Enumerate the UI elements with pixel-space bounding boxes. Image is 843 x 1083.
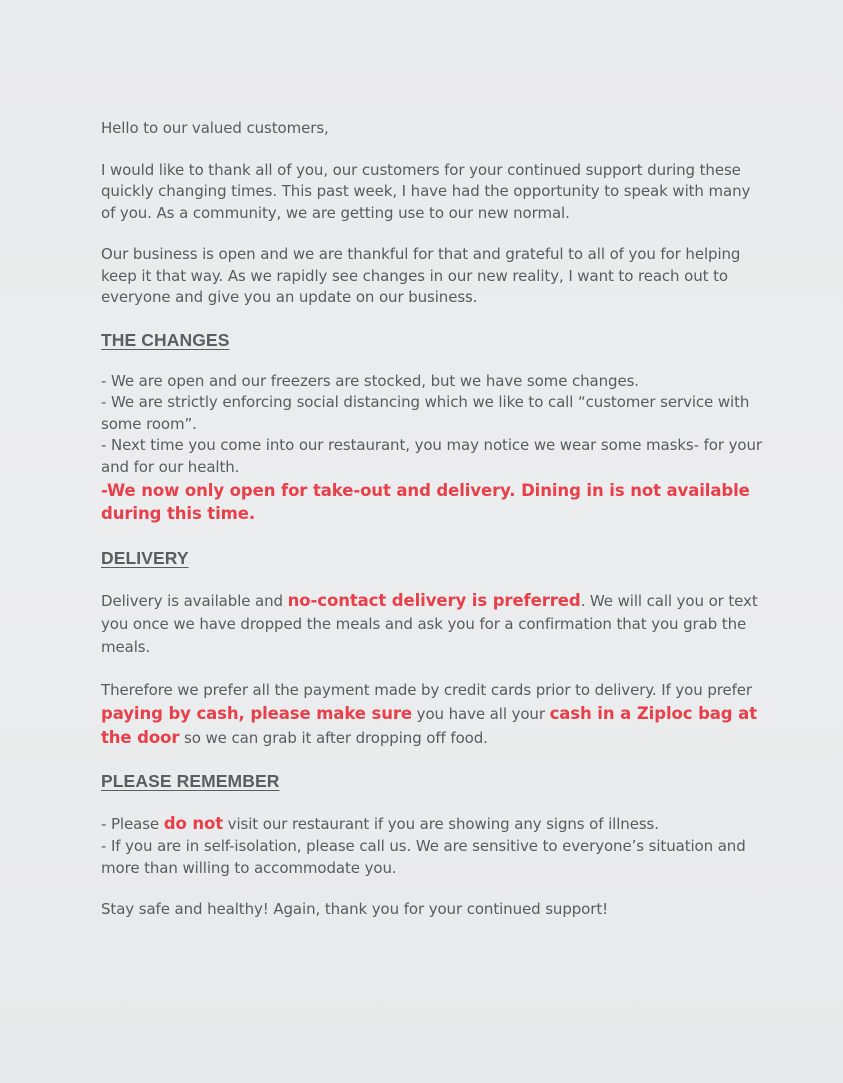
delivery-paragraph-2 bbox=[101, 679, 766, 750]
payment-text: Therefore we prefer all the payment made by credit cards prior to delivery. If you prefer bbox=[101, 681, 752, 699]
remember-text: visit our restaurant if you are showing any signs of illness. bbox=[223, 815, 659, 833]
changes-list bbox=[101, 371, 766, 479]
dining-closed-notice: -We now only open for take-out and delivery. Dining in is not available during this time. bbox=[101, 481, 750, 523]
greeting: Hello to our valued customers, bbox=[101, 119, 329, 137]
letter-body bbox=[101, 118, 766, 941]
payment-text: you have all your bbox=[412, 705, 550, 723]
changes-item: - We are strictly enforcing social distancing which we like to call “customer service with some room”. bbox=[101, 393, 750, 433]
payment-text: so we can grab it after dropping off food. bbox=[179, 729, 488, 747]
do-not-emphasis: do not bbox=[163, 814, 223, 833]
delivery-heading: DELIVERY bbox=[101, 548, 189, 568]
remember-item: - If you are in self-isolation, please call us. We are sensitive to everyone’s situation and more than willing to accommodate you. bbox=[101, 837, 746, 877]
cash-emphasis: paying by cash, please make sure bbox=[101, 704, 412, 723]
delivery-text: . We will call you or text you once we have dropped the meals and ask you for a confirmation that you grab the meals. bbox=[101, 592, 758, 656]
intro-paragraph: I would like to thank all of you, our customers for your continued support during these quickly changing times. This past week, I have had the opportunity to speak with many of you. As a community, we are getting use to our new normal. bbox=[101, 160, 751, 222]
business-paragraph: Our business is open and we are thankful for that and grateful to all of you for helping keep it that way. As we rapidly see changes in our new reality, I want to reach out to everyone and give you an update on our business. bbox=[101, 245, 741, 306]
changes-item: - We are open and our freezers are stocked, but we have some changes. bbox=[101, 371, 639, 390]
ziploc-emphasis: cash in a Ziploc bag at the door bbox=[101, 704, 757, 747]
remember-item bbox=[101, 812, 766, 836]
closing: Stay safe and healthy! Again, thank you for your continued support! bbox=[101, 900, 609, 918]
changes-item: - Next time you come into our restaurant, you may notice we wear some masks- for your and for our health. bbox=[101, 436, 762, 476]
no-contact-emphasis: no-contact delivery is preferred bbox=[287, 591, 581, 610]
remember-heading: PLEASE REMEMBER bbox=[101, 771, 280, 791]
remember-list bbox=[101, 812, 766, 879]
delivery-text: Delivery is available and bbox=[101, 592, 288, 610]
remember-text: - Please bbox=[101, 815, 164, 833]
delivery-paragraph-1 bbox=[101, 589, 766, 659]
changes-heading: THE CHANGES bbox=[101, 329, 230, 350]
